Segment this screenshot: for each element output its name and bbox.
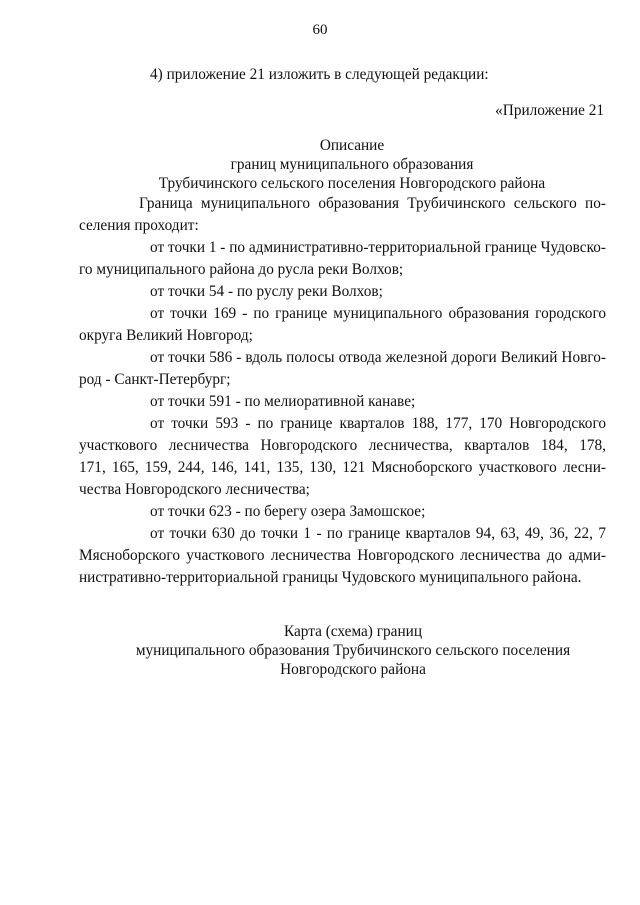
page-number: 60 [312,22,328,38]
description-heading-line: Описание [319,137,385,154]
body-line: от точки 591 - по мелиоративной канаве; [150,393,416,410]
body-line: Граница муниципального образования Трубичинского сельского по- [139,195,606,212]
body-line: от точки 623 - по берегу озера Замошское; [150,503,426,520]
body-line: от точки 1 - по административно-территориальной границе Чудовско- [150,239,606,256]
body-line: от точки 54 - по руслу реки Волхов; [150,283,383,300]
map-heading-line: Новгородского района [280,661,426,678]
body-line: Мясноборского участкового лесничества Новгородского лесничества до адми- [79,547,606,564]
body-line: от точки 593 - по границе кварталов 188, 177, 170 Новгородского [150,415,606,432]
body-line: от точки 630 до точки 1 - по границе кварталов 94, 63, 49, 36, 22, 7 [150,525,606,542]
description-heading-line: границ муниципального образования [230,156,474,173]
body-line: от точки 169 - по границе муниципального образования городского [150,305,606,322]
body-line: род - Санкт-Петербург; [79,371,231,388]
map-heading [33,622,640,679]
description-heading [32,136,640,193]
body-line: го муниципального района до русла реки Волхов; [79,261,404,278]
description-heading-line: Трубичинского сельского поселения Новгородского района [158,175,546,192]
body-line: участкового лесничества Новгородского лесничества, кварталов 184, 178, [79,437,606,454]
map-heading-line: муниципального образования Трубичинского сельского поселения [135,642,571,659]
body-line: чества Новгородского лесничества; [79,481,310,498]
body-line: нистративно-территориальной границы Чудовского муниципального района. [79,569,582,586]
body-line: 171, 165, 159, 244, 146, 141, 135, 130, 121 Мясноборского участкового лесни- [79,459,606,476]
map-heading-line: Карта (схема) границ [283,623,422,640]
boundary-description [79,193,606,589]
body-line: округа Великий Новгород; [79,327,253,344]
amendment-intro: 4) приложение 21 изложить в следующей редакции: [150,66,489,83]
body-line: селения проходит: [79,217,199,234]
body-line: от точки 586 - вдоль полосы отвода железной дороги Великий Новго- [150,349,606,366]
appendix-label: «Приложение 21 [495,102,604,119]
